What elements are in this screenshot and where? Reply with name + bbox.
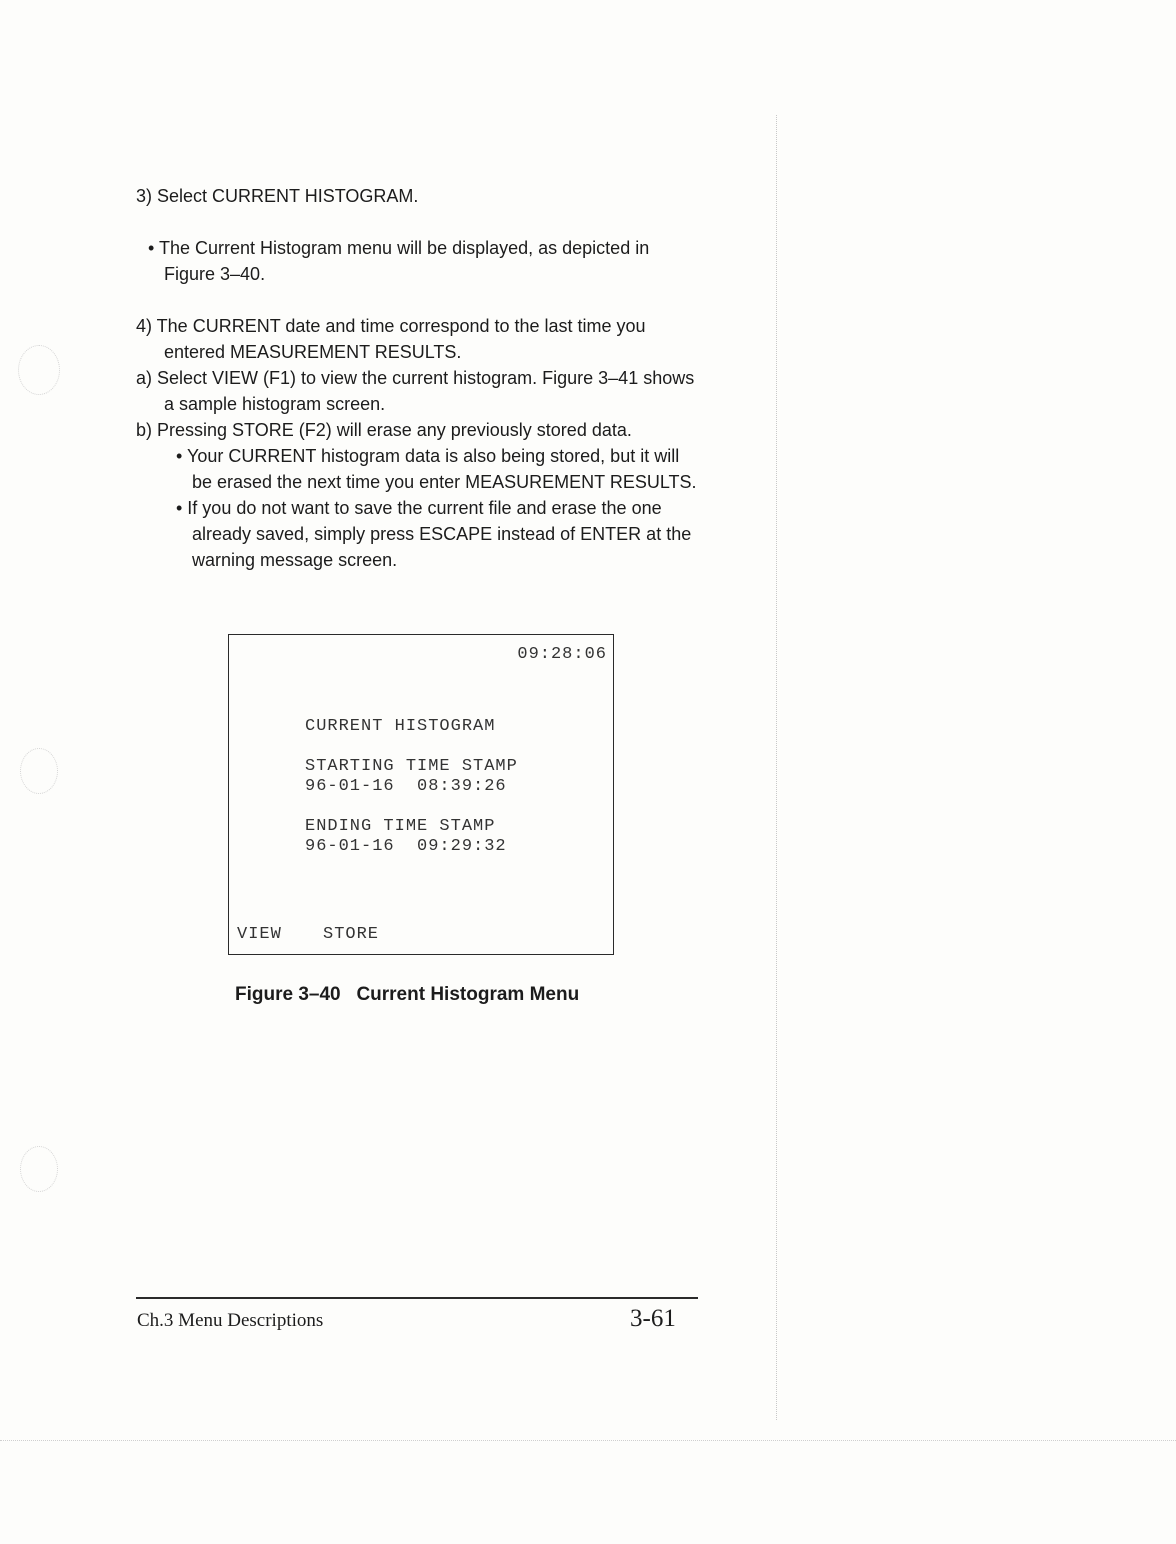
scan-bottom-line xyxy=(0,1440,1176,1441)
screen-clock: 09:28:06 xyxy=(517,645,607,664)
step-3-bullet: • The Current Histogram menu will be displayed, as depicted in Figure 3–40. xyxy=(148,238,650,284)
step-b-bullet-1: • Your CURRENT histogram data is also being stored, but it will be erased the next time you enter MEASUREMENT RESULTS. xyxy=(176,446,697,492)
figure-caption: Figure 3–40 Current Histogram Menu xyxy=(235,984,580,1005)
binder-hole-mark xyxy=(20,748,58,794)
view-softkey: VIEW xyxy=(237,925,282,944)
starting-time-label: STARTING TIME STAMP xyxy=(305,757,518,776)
step-3: 3) Select CURRENT HISTOGRAM. xyxy=(136,186,419,206)
binder-hole-mark xyxy=(20,1146,58,1192)
binder-hole-mark xyxy=(18,345,60,395)
starting-time-value: 96-01-16 08:39:26 xyxy=(305,777,507,796)
screen-title: CURRENT HISTOGRAM xyxy=(305,717,496,736)
ending-time-value: 96-01-16 09:29:32 xyxy=(305,837,507,856)
page-number: 3-61 xyxy=(630,1305,676,1332)
step-4: 4) The CURRENT date and time correspond to the last time you entered MEASUREMENT RESULTS. xyxy=(136,316,646,362)
step-b: b) Pressing STORE (F2) will erase any previously stored data. xyxy=(136,420,632,440)
instructions-block xyxy=(136,183,701,573)
scan-margin-line xyxy=(776,115,777,1420)
store-softkey: STORE xyxy=(323,925,380,944)
chapter-title: Ch.3 Menu Descriptions xyxy=(137,1310,324,1331)
step-a: a) Select VIEW (F1) to view the current histogram. Figure 3–41 shows a sample histogram screen. xyxy=(136,368,695,414)
ending-time-label: ENDING TIME STAMP xyxy=(305,817,496,836)
current-histogram-screen xyxy=(228,634,614,955)
step-b-bullet-2: • If you do not want to save the current file and erase the one already saved, simply press ESCAPE instead of ENTER at the warning message screen. xyxy=(176,498,692,570)
footer-rule xyxy=(136,1297,698,1299)
